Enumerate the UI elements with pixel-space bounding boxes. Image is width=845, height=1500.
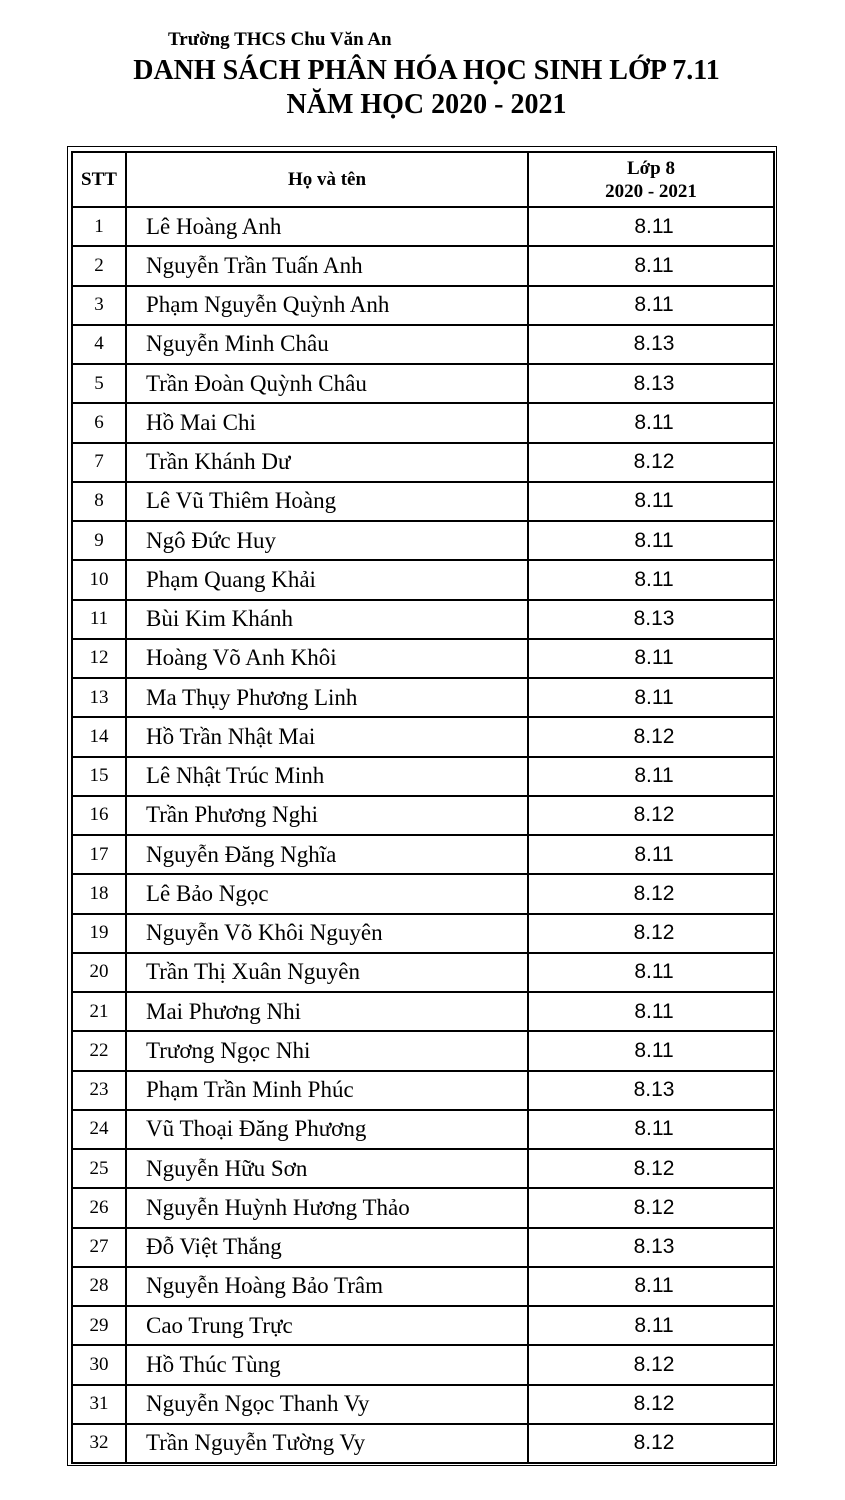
row-class: 8.12 — [528, 1424, 774, 1463]
row-class: 8.13 — [528, 1071, 774, 1110]
row-stt: 29 — [72, 1306, 126, 1345]
table-header-row — [72, 152, 774, 207]
row-stt: 2 — [72, 246, 126, 285]
row-class: 8.11 — [528, 1306, 774, 1345]
row-stt: 31 — [72, 1385, 126, 1424]
row-stt: 15 — [72, 757, 126, 796]
table-row — [72, 403, 774, 442]
row-stt: 16 — [72, 796, 126, 835]
table-row — [72, 443, 774, 482]
table-row — [72, 560, 774, 599]
row-stt: 5 — [72, 364, 126, 403]
table-row — [72, 639, 774, 678]
row-name: Nguyễn Minh Châu — [126, 325, 528, 364]
row-name: Bùi Kim Khánh — [126, 600, 528, 639]
table-row — [72, 757, 774, 796]
row-class: 8.12 — [528, 1385, 774, 1424]
table-row — [72, 325, 774, 364]
row-class: 8.11 — [528, 757, 774, 796]
header-class-line2: 2020 - 2021 — [605, 180, 697, 202]
row-class: 8.11 — [528, 953, 774, 992]
row-name: Nguyễn Võ Khôi Nguyên — [126, 914, 528, 953]
row-class: 8.11 — [528, 1031, 774, 1070]
row-name: Hồ Mai Chi — [126, 403, 528, 442]
table-row — [72, 1385, 774, 1424]
row-class: 8.12 — [528, 914, 774, 953]
row-class: 8.11 — [528, 1267, 774, 1306]
row-stt: 3 — [72, 286, 126, 325]
header-class — [528, 152, 774, 207]
table-row — [72, 835, 774, 874]
row-class: 8.12 — [528, 874, 774, 913]
header-class-line1: Lớp 8 — [626, 157, 675, 179]
row-name: Lê Nhật Trúc Minh — [126, 757, 528, 796]
row-class: 8.12 — [528, 1149, 774, 1188]
row-name: Phạm Quang Khải — [126, 560, 528, 599]
table-row — [72, 953, 774, 992]
row-stt: 23 — [72, 1071, 126, 1110]
row-name: Trần Phương Nghi — [126, 796, 528, 835]
student-table — [71, 151, 775, 1464]
row-stt: 1 — [72, 207, 126, 246]
table-row — [72, 1306, 774, 1345]
school-name: Trường THCS Chu Văn An — [168, 29, 392, 50]
row-name: Trần Thị Xuân Nguyên — [126, 953, 528, 992]
table-row — [72, 482, 774, 521]
row-name: Ngô Đức Huy — [126, 521, 528, 560]
row-class: 8.12 — [528, 796, 774, 835]
row-name: Trần Khánh Dư — [126, 443, 528, 482]
row-name: Trần Nguyễn Tường Vy — [126, 1424, 528, 1463]
row-name: Nguyễn Đăng Nghĩa — [126, 835, 528, 874]
table-row — [72, 1424, 774, 1463]
table-row — [72, 796, 774, 835]
table-row — [72, 1188, 774, 1227]
row-stt: 27 — [72, 1228, 126, 1267]
table-row — [72, 1071, 774, 1110]
table-row — [72, 1228, 774, 1267]
table-row — [72, 1110, 774, 1149]
table-row — [72, 717, 774, 756]
row-class: 8.11 — [528, 246, 774, 285]
row-name: Lê Bảo Ngọc — [126, 874, 528, 913]
table-row — [72, 1345, 774, 1384]
row-stt: 9 — [72, 521, 126, 560]
row-stt: 7 — [72, 443, 126, 482]
table-row — [72, 914, 774, 953]
row-stt: 13 — [72, 678, 126, 717]
row-name: Trần Đoàn Quỳnh Châu — [126, 364, 528, 403]
row-name: Nguyễn Trần Tuấn Anh — [126, 246, 528, 285]
row-name: Hoàng Võ Anh Khôi — [126, 639, 528, 678]
row-class: 8.11 — [528, 207, 774, 246]
row-stt: 19 — [72, 914, 126, 953]
table-row — [72, 678, 774, 717]
document-title: DANH SÁCH PHÂN HÓA HỌC SINH LỚP 7.11 — [133, 55, 720, 86]
row-stt: 20 — [72, 953, 126, 992]
row-name: Nguyễn Hữu Sơn — [126, 1149, 528, 1188]
row-name: Lê Hoàng Anh — [126, 207, 528, 246]
row-stt: 26 — [72, 1188, 126, 1227]
school-year-title: NĂM HỌC 2020 - 2021 — [286, 89, 567, 120]
row-class: 8.12 — [528, 1345, 774, 1384]
row-stt: 11 — [72, 600, 126, 639]
row-class: 8.11 — [528, 521, 774, 560]
row-stt: 28 — [72, 1267, 126, 1306]
row-class: 8.12 — [528, 443, 774, 482]
row-name: Cao Trung Trực — [126, 1306, 528, 1345]
row-name: Hồ Thúc Tùng — [126, 1345, 528, 1384]
table-row — [72, 286, 774, 325]
row-name: Hồ Trần Nhật Mai — [126, 717, 528, 756]
table-row — [72, 992, 774, 1031]
row-class: 8.13 — [528, 1228, 774, 1267]
table-row — [72, 246, 774, 285]
table-row — [72, 207, 774, 246]
row-class: 8.11 — [528, 835, 774, 874]
row-stt: 22 — [72, 1031, 126, 1070]
row-stt: 18 — [72, 874, 126, 913]
row-class: 8.11 — [528, 403, 774, 442]
row-name: Lê Vũ Thiêm Hoàng — [126, 482, 528, 521]
row-class: 8.13 — [528, 600, 774, 639]
table-row — [72, 521, 774, 560]
row-class: 8.11 — [528, 678, 774, 717]
row-class: 8.11 — [528, 560, 774, 599]
row-name: Ma Thụy Phương Linh — [126, 678, 528, 717]
row-stt: 10 — [72, 560, 126, 599]
row-class: 8.11 — [528, 482, 774, 521]
table-row — [72, 1267, 774, 1306]
table-row — [72, 600, 774, 639]
row-class: 8.13 — [528, 325, 774, 364]
row-class: 8.12 — [528, 717, 774, 756]
row-name: Phạm Trần Minh Phúc — [126, 1071, 528, 1110]
row-stt: 8 — [72, 482, 126, 521]
row-stt: 17 — [72, 835, 126, 874]
row-stt: 30 — [72, 1345, 126, 1384]
row-name: Nguyễn Huỳnh Hương Thảo — [126, 1188, 528, 1227]
row-stt: 21 — [72, 992, 126, 1031]
row-stt: 6 — [72, 403, 126, 442]
table-row — [72, 1149, 774, 1188]
row-class: 8.13 — [528, 364, 774, 403]
table-row — [72, 1031, 774, 1070]
row-name: Nguyễn Hoàng Bảo Trâm — [126, 1267, 528, 1306]
row-name: Mai Phương Nhi — [126, 992, 528, 1031]
row-stt: 25 — [72, 1149, 126, 1188]
row-stt: 12 — [72, 639, 126, 678]
row-name: Vũ Thoại Đăng Phương — [126, 1110, 528, 1149]
table-row — [72, 364, 774, 403]
header-stt: STT — [72, 152, 126, 207]
row-stt: 14 — [72, 717, 126, 756]
table-frame — [67, 146, 777, 1466]
table-row — [72, 874, 774, 913]
row-stt: 4 — [72, 325, 126, 364]
row-name: Trương Ngọc Nhi — [126, 1031, 528, 1070]
row-class: 8.11 — [528, 1110, 774, 1149]
row-stt: 24 — [72, 1110, 126, 1149]
row-class: 8.11 — [528, 286, 774, 325]
header-name: Họ và tên — [126, 152, 528, 207]
row-name: Phạm Nguyễn Quỳnh Anh — [126, 286, 528, 325]
row-name: Nguyễn Ngọc Thanh Vy — [126, 1385, 528, 1424]
row-class: 8.12 — [528, 1188, 774, 1227]
row-class: 8.11 — [528, 992, 774, 1031]
row-name: Đỗ Việt Thắng — [126, 1228, 528, 1267]
row-stt: 32 — [72, 1424, 126, 1463]
row-class: 8.11 — [528, 639, 774, 678]
